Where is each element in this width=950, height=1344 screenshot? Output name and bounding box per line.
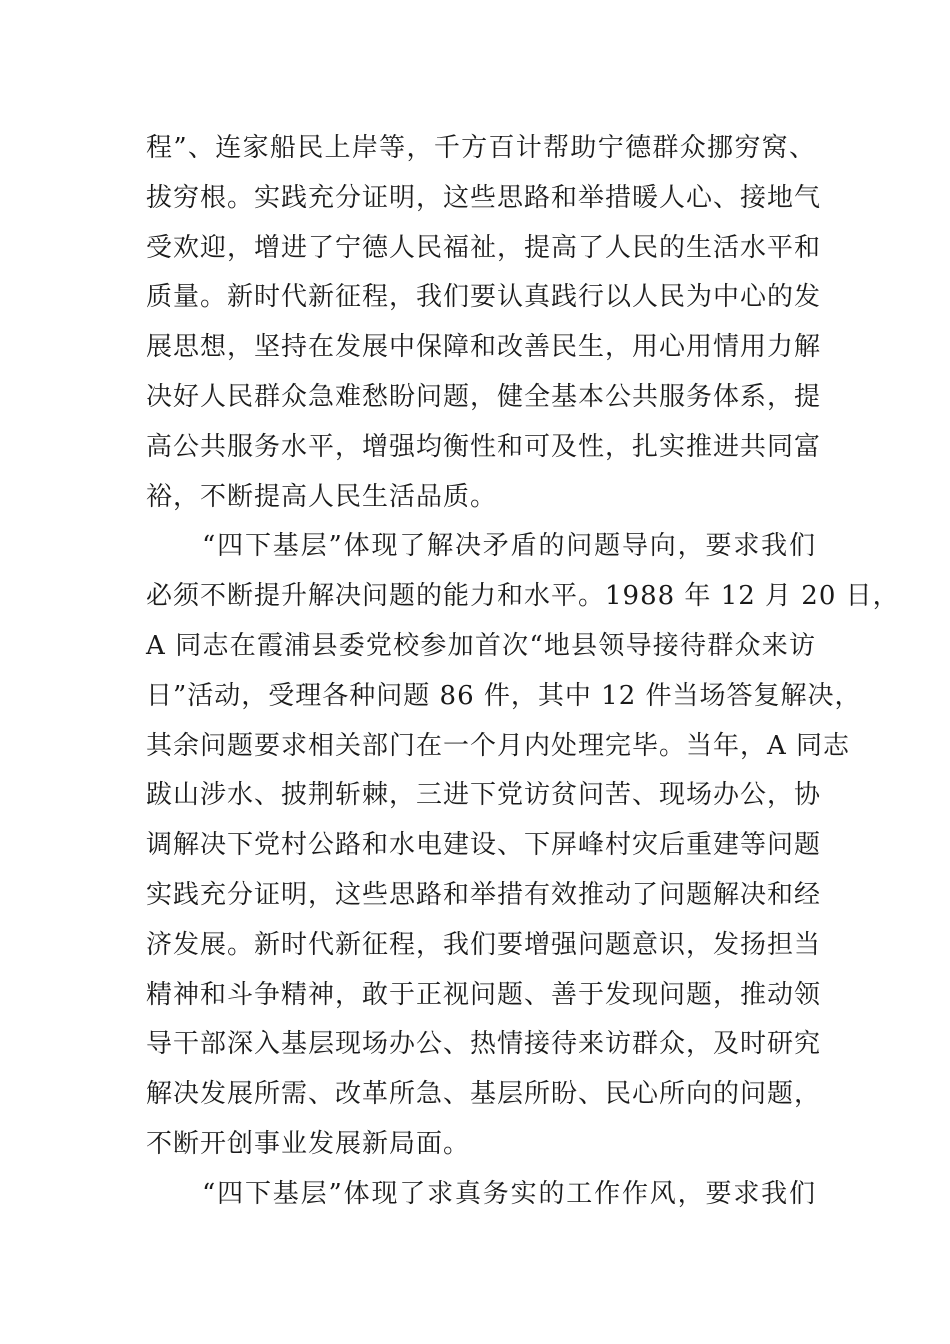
text-line: 解决发展所需、改革所急、基层所盼、民心所向的问题， bbox=[146, 1079, 822, 1110]
text-line: 必须不断提升解决问题的能力和水平。1988 年 12 月 20 日， bbox=[146, 581, 900, 612]
text-line: 质量。新时代新征程，我们要认真践行以人民为中心的发 bbox=[146, 282, 822, 313]
text-line: 不断开创事业发展新局面。 bbox=[146, 1128, 471, 1159]
text-line: 实践充分证明，这些思路和举措有效推动了问题解决和经 bbox=[146, 879, 822, 910]
text-line: 受欢迎，增进了宁德人民福祉，提高了人民的生活水平和 bbox=[146, 232, 822, 263]
text-line: 拔穷根。实践充分证明，这些思路和举措暖人心、接地气 bbox=[146, 182, 822, 213]
text-line: 济发展。新时代新征程，我们要增强问题意识，发扬担当 bbox=[146, 929, 822, 960]
text-line: 日”活动，受理各种问题 86 件，其中 12 件当场答复解决， bbox=[146, 680, 862, 711]
text-line: 展思想，坚持在发展中保障和改善民生，用心用情用力解 bbox=[146, 332, 822, 363]
text-line: 决好人民群众急难愁盼问题，健全基本公共服务体系，提 bbox=[146, 381, 822, 412]
text-line: 裕，不断提高人民生活品质。 bbox=[146, 481, 498, 512]
body-text bbox=[146, 124, 900, 1220]
text-line: 程”、连家船民上岸等，千方百计帮助宁德群众挪穷窝、 bbox=[146, 133, 816, 163]
text-line: 导干部深入基层现场办公、热情接待来访群众，及时研究 bbox=[146, 1029, 822, 1060]
text-line: 调解决下党村公路和水电建设、下屏峰村灾后重建等问题 bbox=[146, 830, 822, 861]
text-line: “四下基层”体现了求真务实的工作作风，要求我们 bbox=[202, 1178, 816, 1209]
text-line: A 同志在霞浦县委党校参加首次“地县领导接待群众来访 bbox=[146, 630, 816, 661]
text-line: 精神和斗争精神，敢于正视问题、善于发现问题，推动领 bbox=[146, 979, 822, 1010]
text-line: 高公共服务水平，增强均衡性和可及性，扎实推进共同富 bbox=[146, 431, 822, 462]
text-line: 跋山涉水、披荆斩棘，三进下党访贫问苦、现场办公，协 bbox=[146, 780, 822, 811]
text-line: “四下基层”体现了解决矛盾的问题导向，要求我们 bbox=[202, 531, 816, 562]
text-line: 其余问题要求相关部门在一个月内处理完毕。当年，A 同志 bbox=[146, 730, 851, 761]
